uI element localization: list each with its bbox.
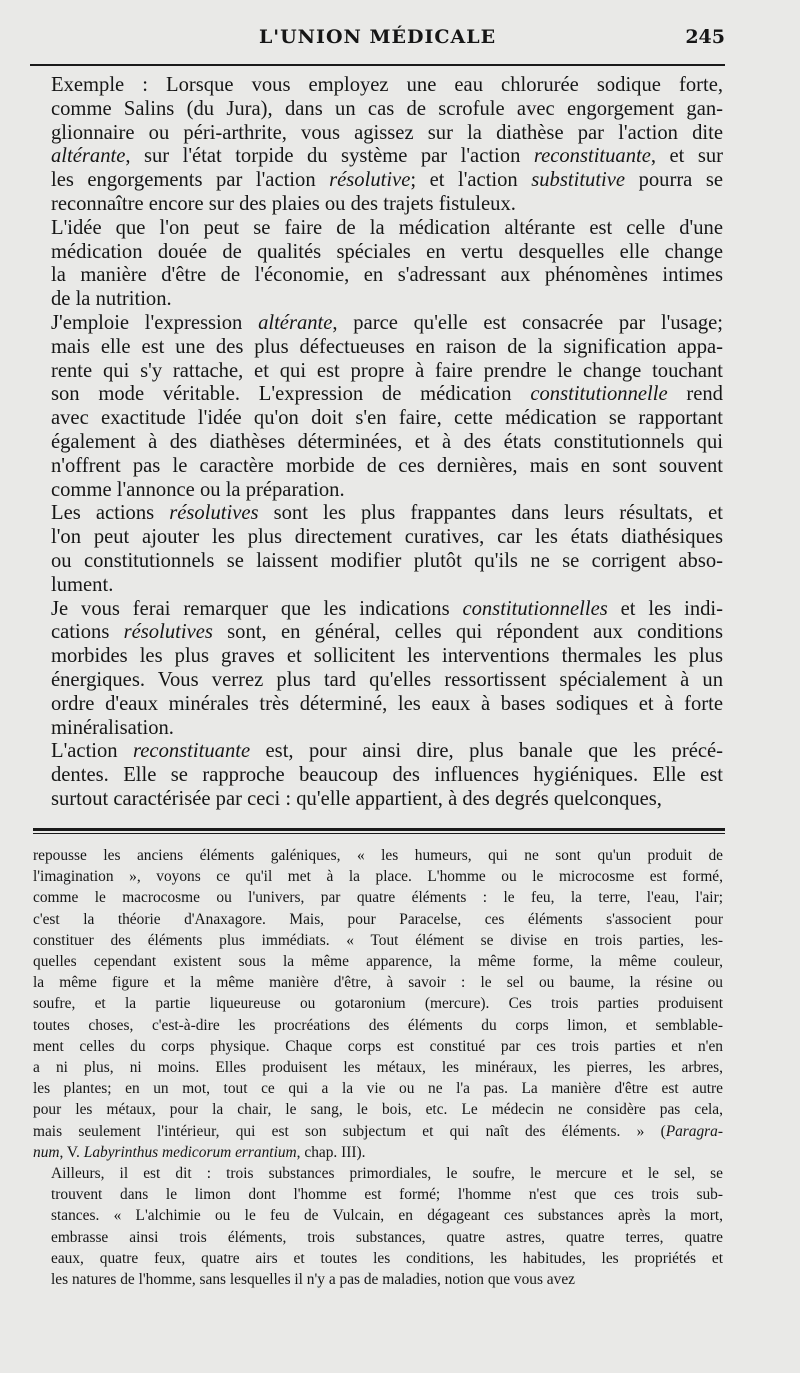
text-line: Je vous ferai remarquer que les indications constitutionnelles et les indi- [51, 597, 723, 620]
text-line: stances. « L'alchimie ou le feu de Vulcain, en dégageant ces substances après la mort, [51, 1207, 723, 1225]
text-line: reconnaître encore sur des plaies ou des trajets fistuleux. [51, 192, 516, 215]
header-rule [30, 64, 725, 66]
italic-term: résolutive [329, 169, 411, 192]
italic-term: num [33, 1143, 60, 1161]
text-line: ordre d'eaux minérales très déterminé, les eaux à bases sodiques et à forte [51, 692, 723, 715]
italic-term: Labyrinthus medicorum errantium [83, 1143, 297, 1161]
italic-term: constitutionnelle [530, 383, 668, 406]
footnote-rule [33, 828, 725, 831]
text-line: Les actions résolutives sont les plus frappantes dans leurs résultats, et [51, 502, 723, 525]
text-line: morbides les plus graves et sollicitent les interventions thermales les plus [51, 645, 723, 668]
text-line: mais elle est une des plus défectueuses en raison de la signification appa- [51, 335, 723, 358]
footnotes [33, 845, 723, 1290]
page-header [30, 26, 725, 54]
text-line: soufre, et la partie liqueureuse ou gotaronium (mercure). Ces trois parties produisent [33, 995, 723, 1013]
text-line: les natures de l'homme, sans lesquelles il n'y a pas de maladies, notion que vous avez [51, 1271, 575, 1289]
text-line: Ailleurs, il est dit : trois substances primordiales, le soufre, le mercure et le sel, se [51, 1165, 723, 1183]
footnote-paragraph [33, 845, 723, 1163]
text-line: médication douée de qualités spéciales en vertu desquelles elle change [51, 240, 723, 263]
running-title: L'UNION MÉDICALE [258, 26, 497, 48]
paragraph [33, 312, 723, 502]
italic-term: résolutives [123, 621, 213, 644]
text-line: repousse les anciens éléments galéniques, « les humeurs, qui ne sont qu'un produit de [33, 847, 723, 864]
text-line: énergiques. Vous verrez plus tard qu'elles ressortissent spécialement à un [51, 668, 723, 691]
paragraph [33, 502, 723, 597]
text-line: l'on peut ajouter les plus directement curatives, car les états diathésiques [51, 526, 723, 549]
text-line: de la nutrition. [51, 288, 172, 311]
text-line: la même figure et la même manière d'être, à savoir : le sel ou baume, la résine ou [33, 974, 723, 992]
text-line: les engorgements par l'action résolutive; et l'action substitutive pourra se [51, 169, 723, 192]
paragraph [33, 598, 723, 741]
italic-term: Paragra- [665, 1122, 723, 1140]
text-line: lument. [51, 573, 114, 596]
italic-term: altérante [258, 311, 333, 334]
text-line: comme le macrocosme ou l'univers, par quatre éléments : le feu, la terre, l'eau, l'air; [33, 889, 723, 907]
text-line: glionnaire ou péri-arthrite, vous agissez sur la diathèse par l'action dite [51, 121, 723, 144]
text-line: embrasse ainsi trois éléments, trois substances, quatre astres, quatre terres, quatre [51, 1228, 723, 1246]
text-line: Exemple : Lorsque vous employez une eau chlorurée sodique forte, [51, 74, 723, 96]
italic-term: substitutive [531, 169, 626, 192]
text-line: les plantes; en un mot, tout ce qui a la vie ou ne l'a pas. La manière d'être est autre [33, 1080, 723, 1098]
text-line: minéralisation. [51, 716, 174, 739]
text-line: n'offrent pas le caractère morbide de ces dernières, mais en sont souvent [51, 454, 723, 477]
text-line: L'action reconstituante est, pour ainsi dire, plus banale que les précé- [51, 740, 723, 763]
text-line: dentes. Elle se rapproche beaucoup des influences hygiéniques. Elle est [51, 764, 723, 787]
text-line: J'emploie l'expression altérante, parce qu'elle est consacrée par l'usage; [51, 311, 723, 334]
paragraph [33, 74, 723, 217]
italic-term: altérante [51, 145, 126, 168]
text-line: comme Salins (du Jura), dans un cas de scrofule avec engorgement gan- [51, 97, 723, 120]
text-line: num, V. Labyrinthus medicorum errantium, chap. III). [33, 1143, 366, 1161]
text-line: cations résolutives sont, en général, celles qui répondent aux conditions [51, 621, 723, 644]
text-line: surtout caractérisée par ceci : qu'elle appartient, à des degrés quelconques, [51, 787, 662, 810]
text-line: trouvent dans le limon dont l'homme est formé; l'homme n'est que ces trois sub- [51, 1186, 723, 1204]
italic-term: résolutives [169, 502, 259, 525]
text-line: comme l'annonce ou la préparation. [51, 478, 345, 501]
text-line: rente qui s'y rattache, et qui est propre à faire prendre le change touchant [51, 359, 723, 382]
text-line: également à des diathèses déterminées, et à des états constitutionnels qui [51, 430, 723, 453]
italic-term: reconstituante [133, 740, 251, 763]
text-line: quelles cependant existent sous la même apparence, la même forme, la même couleur, [33, 953, 723, 971]
paragraph [33, 217, 723, 312]
text-line: avec exactitude l'idée qu'on doit s'en faire, cette médication se rapportant [51, 407, 723, 430]
italic-term: reconstituante [533, 145, 651, 168]
text-line: l'imagination », voyons ce qu'il met à la place. L'homme ou le microcosme est formé, [33, 868, 723, 886]
text-line: c'est la théorie d'Anaxagore. Mais, pour Paracelse, ces éléments s'associent pour [33, 910, 723, 928]
text-line: mais seulement l'intérieur, qui est son subjectum et qui naît des éléments. » (Paragra- [33, 1122, 723, 1140]
main-text [33, 74, 723, 812]
footnote-rule-thin [33, 833, 725, 834]
text-line: altérante, sur l'état torpide du système par l'action reconstituante, et sur [51, 145, 723, 168]
italic-term: constitutionnelles [462, 597, 608, 620]
text-line: L'idée que l'on peut se faire de la médication altérante est celle d'une [51, 216, 723, 239]
text-line: toutes choses, c'est-à-dire les procréations des éléments du corps limon, et semblable- [33, 1016, 723, 1034]
text-line: constituer des éléments plus immédiats. « Tout élément se divise en trois parties, les- [33, 931, 723, 949]
text-line: pour les métaux, pour la chair, le sang, le bois, etc. Le médecin ne considère pas cela, [33, 1101, 723, 1119]
text-line: ment celles du corps physique. Chaque corps est constitué par ces trois parties et n'en [33, 1037, 723, 1055]
paragraph [33, 740, 723, 811]
text-line: la manière d'être de l'économie, en s'adressant aux phénomènes intimes [51, 264, 723, 287]
text-line: son mode véritable. L'expression de médication constitutionnelle rend [51, 383, 723, 406]
page-number: 245 [685, 26, 725, 48]
text-line: eaux, quatre feux, quatre airs et toutes les conditions, les habitudes, les propriétés et [51, 1249, 723, 1267]
footnote-paragraph [33, 1163, 723, 1290]
text-line: ou constitutionnels se laissent modifier plutôt qu'ils ne se corrigent abso- [51, 549, 723, 572]
text-line: a ni plus, ni moins. Elles produisent les métaux, les minéraux, les pierres, les arbres, [33, 1059, 723, 1077]
